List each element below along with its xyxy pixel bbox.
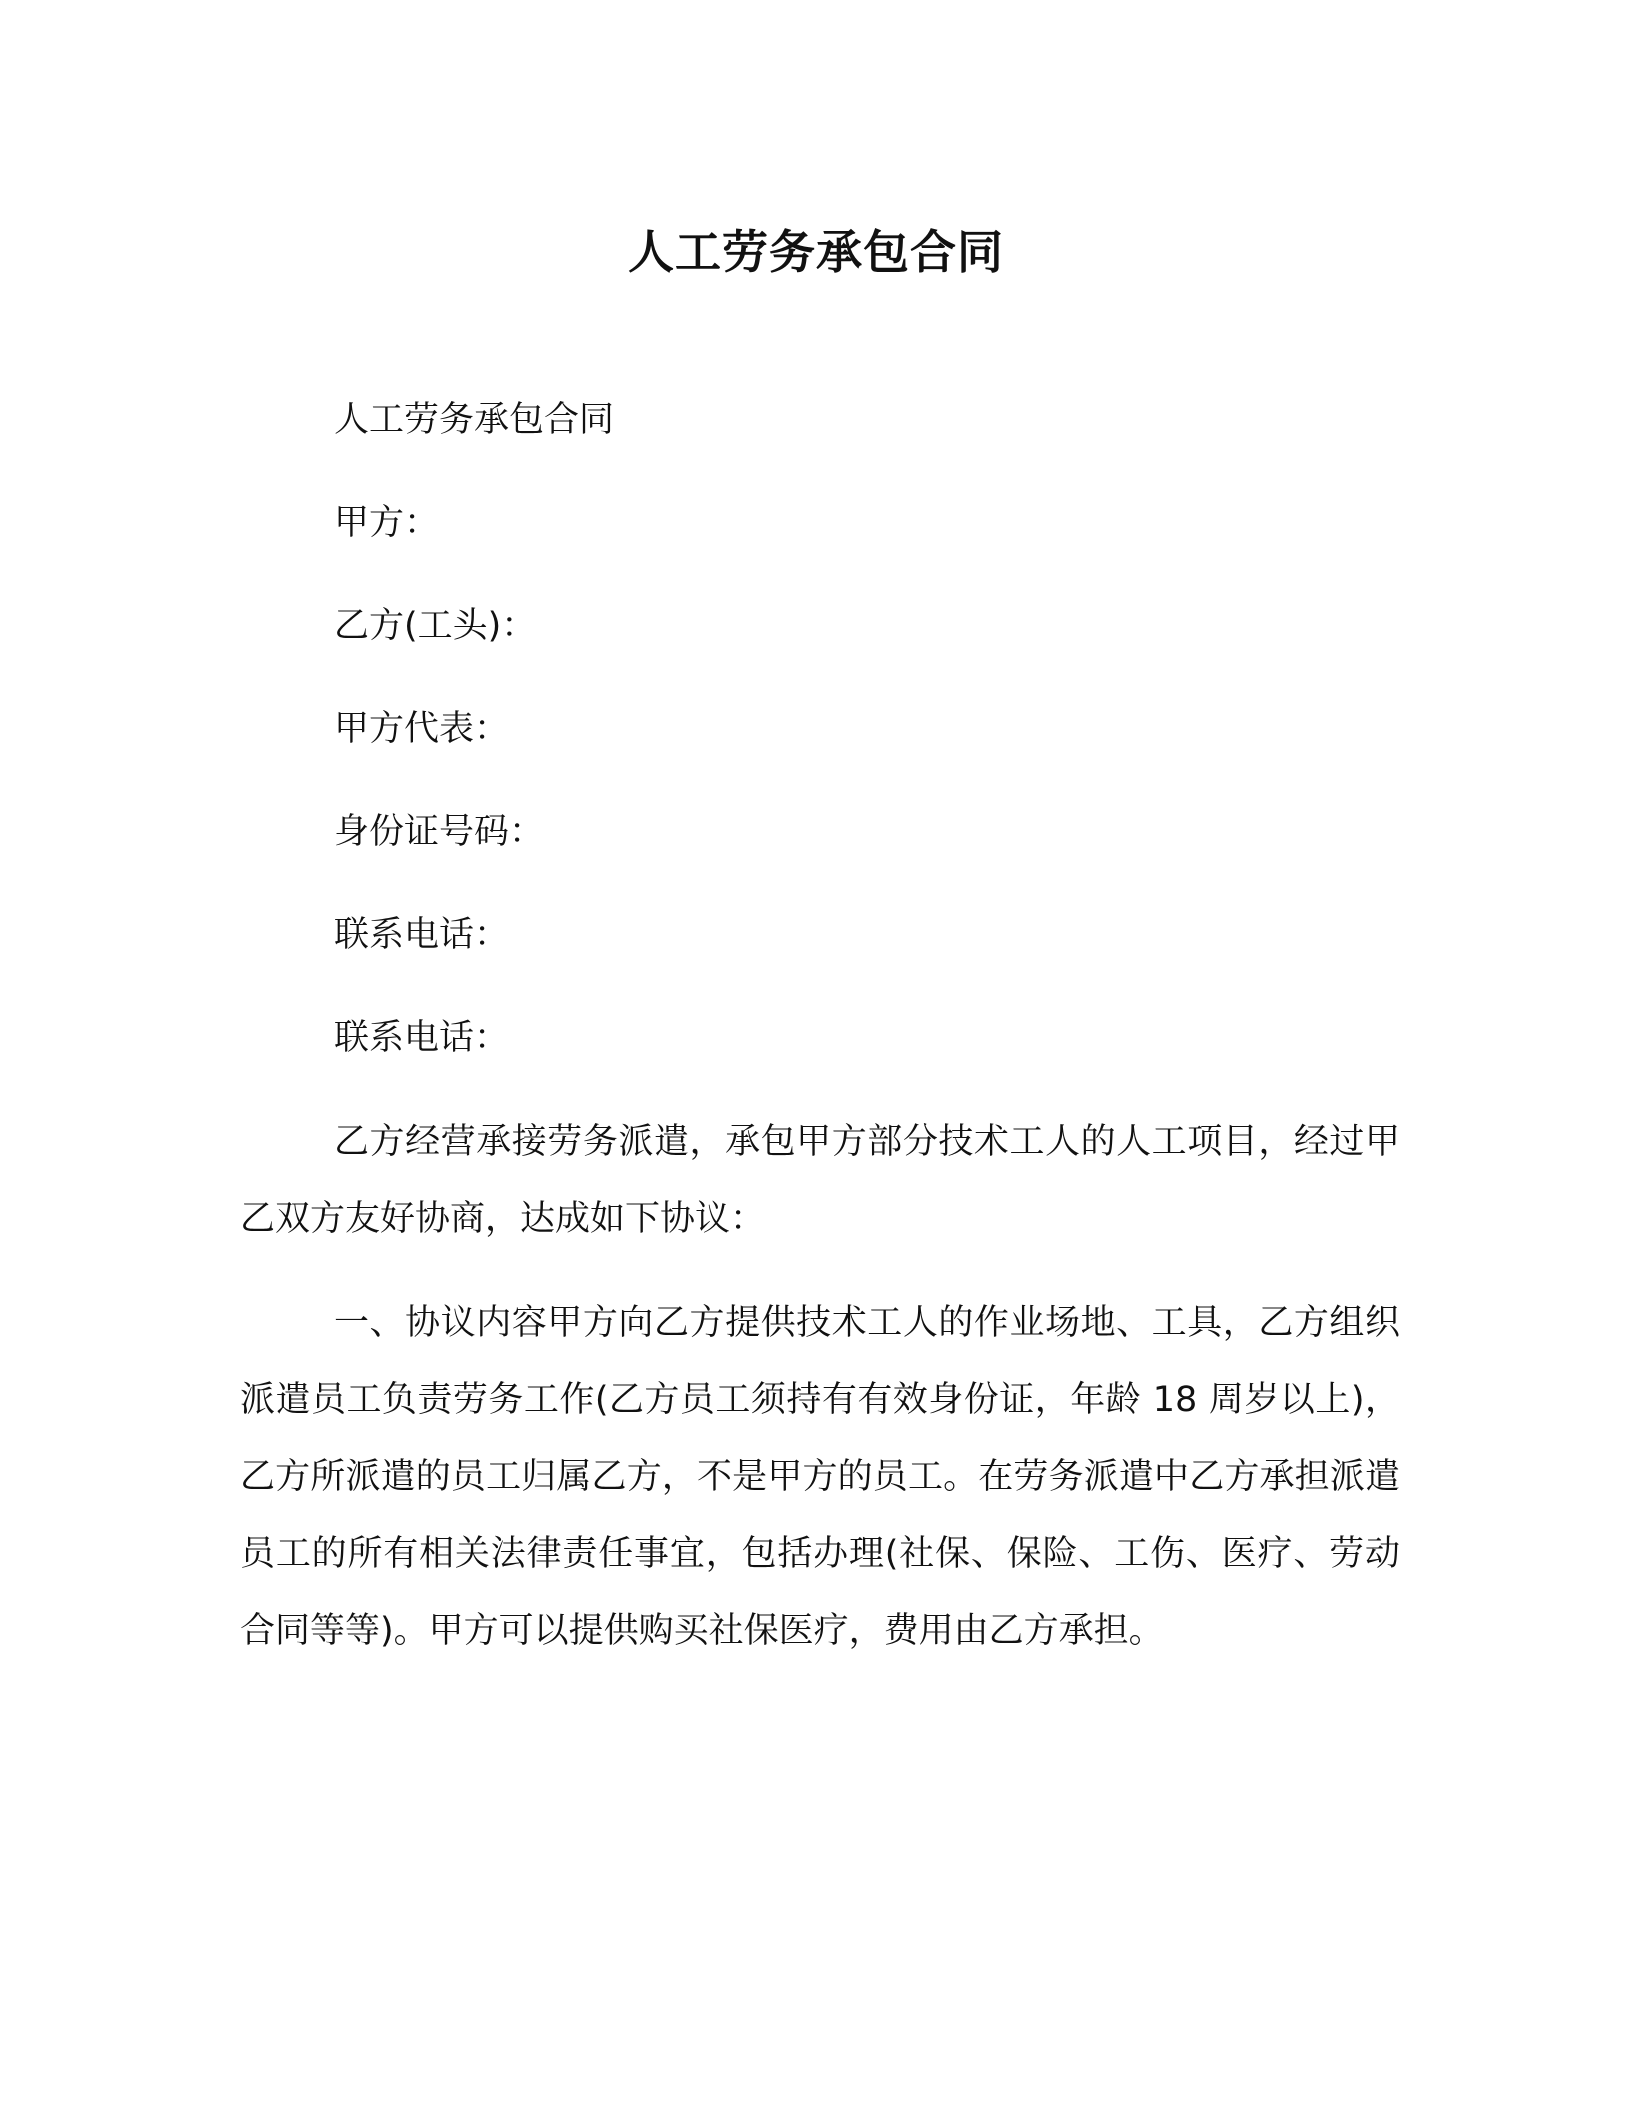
party-a-representative-line: 甲方代表：: [334, 709, 510, 749]
intro-paragraph: 乙方经营承接劳务派遣，承包甲方部分技术工人的人工项目，经过甲乙双方友好协商，达成如下协议：: [240, 1122, 1400, 1239]
contact-phone-line-1: 联系电话：: [334, 915, 510, 955]
subtitle-line: 人工劳务承包合同: [334, 400, 615, 440]
id-number-line: 身份证号码：: [334, 812, 545, 852]
contact-phone-line-2: 联系电话：: [334, 1018, 510, 1058]
party-a-line: 甲方：: [334, 503, 440, 543]
clause-one-paragraph: 一、协议内容甲方向乙方提供技术工人的作业场地、工具，乙方组织派遣员工负责劳务工作(乙方员工须持有有效身份证，年龄 18 周岁以上)，乙方所派遣的员工归属乙方，不是甲方的员工。在劳务派遣中乙方承担派遣员工的所有相关法律责任事宜，包括办理(社保、保险、工伤、医疗、劳动合同等等)。甲方可以提供购买社保医疗，费用由乙方承担。: [240, 1303, 1400, 1651]
document-title: 人工劳务承包合同: [628, 225, 1004, 279]
party-b-line: 乙方(工头)：: [334, 606, 537, 646]
